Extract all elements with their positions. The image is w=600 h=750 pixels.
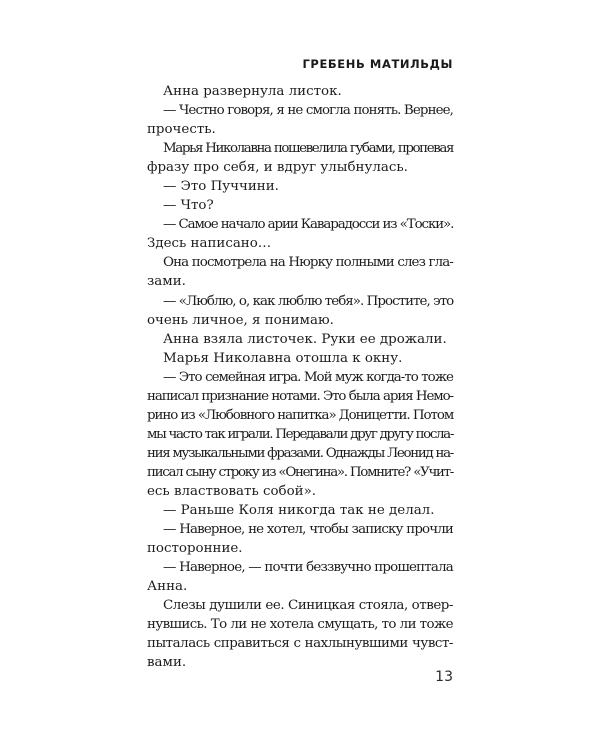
text-line: Марья Николавна отошла к окну.	[163, 350, 403, 366]
text-line: — Раньше Коля никогда так не делал.	[163, 503, 435, 519]
text-line: — Самое начало арии Каварадосси из «Тоски».	[163, 217, 454, 233]
text-line: есь властвовать собой».	[147, 483, 317, 499]
text-line: Анна взяла листочек. Руки ее дрожали.	[163, 331, 447, 347]
text-line: — «Люблю, о, как люблю тебя». Простите, это	[163, 293, 454, 309]
page-number: 13	[435, 669, 453, 685]
text-line: ния музыкальными фразами. Однажды Леонид на-	[147, 445, 453, 461]
text-line: Она посмотрела на Нюрку полными слез гла-	[163, 255, 453, 271]
text-line: — Честно говоря, я не смогла понять. Вернее,	[163, 103, 453, 119]
text-line: — Что?	[163, 198, 214, 214]
text-line: написал признание нотами. Это была ария Немо-	[147, 388, 453, 404]
text-line: Анна.	[147, 579, 188, 595]
text-line: — Наверное, не хотел, чтобы записку прочли	[163, 522, 453, 538]
text-line: писал сыну строку из «Онегина». Помните? «Учит-	[147, 464, 453, 480]
text-line: очень личное, я понимаю.	[147, 312, 334, 328]
text-line: Марья Николавна пошевелила губами, пропевая	[163, 141, 453, 157]
text-line: пыталась справиться с нахлынувшими чувст-	[147, 636, 453, 652]
text-line: нувшись. То ли не хотела смущать, то ли тоже	[147, 617, 453, 633]
text-line: мы часто так играли. Передавали друг другу посла-	[147, 426, 453, 442]
text-line: — Это семейная игра. Мой муж когда-то тоже	[163, 369, 453, 385]
text-line: фразу про себя, и вдруг улыбнулась.	[147, 160, 408, 176]
text-line: Слезы душили ее. Синицкая стояла, отвер-	[163, 598, 453, 614]
body-text	[147, 82, 453, 672]
text-line: — Это Пуччини.	[163, 179, 279, 195]
text-line: вами.	[147, 655, 187, 671]
text-line: посторонние.	[147, 541, 243, 557]
text-line: Анна развернула листок.	[163, 84, 342, 99]
text-line: прочесть.	[147, 122, 216, 138]
running-head: ГРЕБЕНЬ МАТИЛЬДЫ	[302, 57, 453, 71]
text-line: Здесь написано…	[147, 236, 272, 252]
text-line: зами.	[147, 274, 186, 290]
text-line: — Наверное, — почти беззвучно прошептала	[163, 560, 453, 576]
text-line: рино из «Любовного напитка» Доницетти. Потом	[147, 407, 454, 423]
